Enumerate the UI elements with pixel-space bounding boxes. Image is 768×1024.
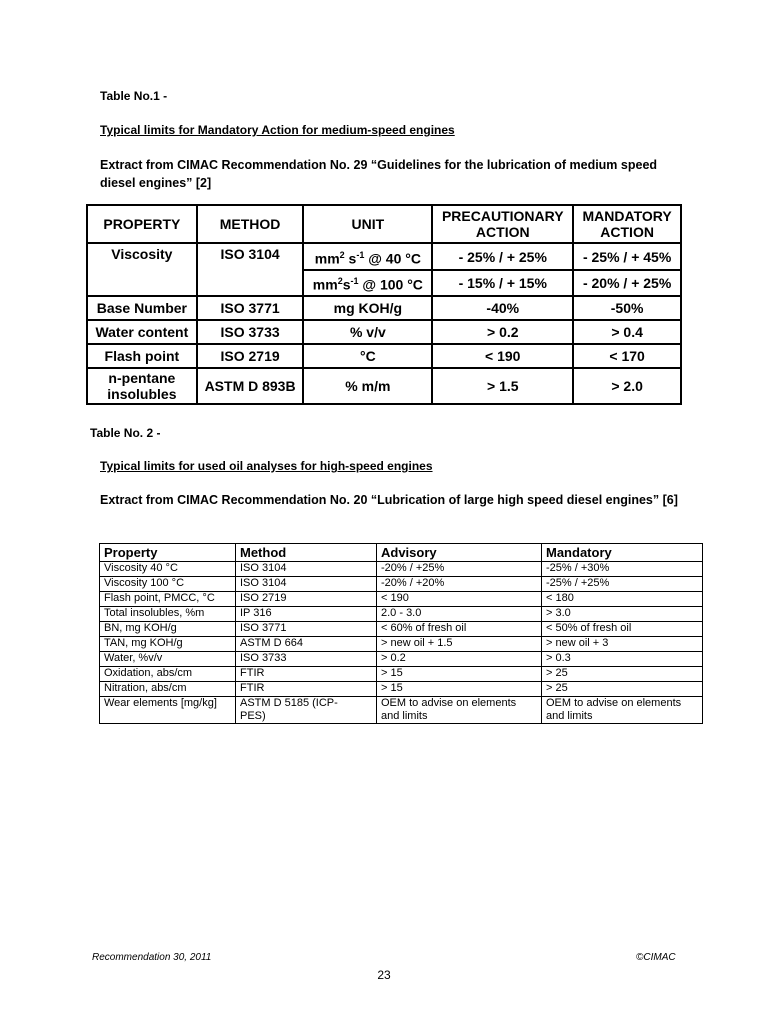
- table2-row: [100, 652, 703, 667]
- table1-row-viscosity-40: [87, 243, 681, 270]
- unit-mid: s: [342, 276, 351, 293]
- table1-cell-precautionary: > 0.2: [432, 320, 573, 344]
- table1-cell-property: [87, 368, 197, 404]
- table1-cell-method: ISO 2719: [197, 344, 304, 368]
- table1-cell-property: Base Number: [87, 296, 197, 320]
- footer-recommendation: Recommendation 30, 2011: [92, 952, 212, 963]
- table1-cell-precautionary: - 25% / + 25%: [432, 243, 573, 270]
- table1-cell-mandatory: - 20% / + 25%: [573, 270, 681, 296]
- table2-row: [100, 562, 703, 577]
- table1-cell-precautionary: - 15% / + 15%: [432, 270, 573, 296]
- table1-cell-empty: [87, 270, 197, 296]
- unit-sup: -1: [356, 249, 365, 260]
- table2-cell-method: FTIR: [236, 667, 377, 682]
- table2-row: [100, 622, 703, 637]
- table2-cell-property: Viscosity 40 °C: [100, 562, 236, 577]
- table2-cell-method: IP 316: [236, 607, 377, 622]
- table2-cell-property: Flash point, PMCC, °C: [100, 592, 236, 607]
- table2-cell-method-line2: PES): [240, 710, 266, 722]
- table1-row: [87, 344, 681, 368]
- table2-cell-mandatory: > 25: [542, 682, 703, 697]
- table2: [99, 543, 703, 724]
- table1-cell-mandatory: > 2.0: [573, 368, 681, 404]
- table2-cell-method: ISO 3104: [236, 577, 377, 592]
- unit-sup: 2: [337, 276, 343, 287]
- table2-cell-method: ISO 3771: [236, 622, 377, 637]
- table2-cell-mandatory: > 0.3: [542, 652, 703, 667]
- table2-cell-property: Viscosity 100 °C: [100, 577, 236, 592]
- table1-row: [87, 296, 681, 320]
- table2-cell-method: FTIR: [236, 682, 377, 697]
- table2-cell-mandatory: [542, 697, 703, 724]
- table2-cell-mandatory: < 180: [542, 592, 703, 607]
- footer-copyright: ©CIMAC: [636, 952, 676, 963]
- table1-cell-property: Viscosity: [87, 243, 197, 270]
- unit-base: mm: [314, 250, 340, 267]
- table2-row: [100, 592, 703, 607]
- table2-cell-mandatory: > 25: [542, 667, 703, 682]
- table2-cell-mandatory-line1: OEM to advise on elements: [546, 697, 682, 709]
- table1-header-precautionary-line2: ACTION: [475, 224, 530, 240]
- table1-cell-property: Flash point: [87, 344, 197, 368]
- table1-header-method: METHOD: [197, 205, 304, 243]
- table2-cell-advisory: < 60% of fresh oil: [377, 622, 542, 637]
- table2-cell-advisory: > new oil + 1.5: [377, 637, 542, 652]
- table1-row: [87, 320, 681, 344]
- table2-row: [100, 577, 703, 592]
- table1-subtitle: Typical limits for Mandatory Action for medium-speed engines: [100, 123, 455, 137]
- table2-cell-advisory: > 15: [377, 682, 542, 697]
- table2-cell-property: Oxidation, abs/cm: [100, 667, 236, 682]
- unit-tail: @ 100 °C: [358, 276, 423, 293]
- table1-cell-mandatory: -50%: [573, 296, 681, 320]
- table1-cell-precautionary: < 190: [432, 344, 573, 368]
- table2-cell-advisory: [377, 697, 542, 724]
- table2-header-method: Method: [236, 544, 377, 562]
- table1-cell-mandatory: < 170: [573, 344, 681, 368]
- table2-row: [100, 637, 703, 652]
- table2-header-mandatory: Mandatory: [542, 544, 703, 562]
- table1-cell-unit: [303, 243, 432, 270]
- table1-cell-property-line1: n-pentane: [108, 370, 176, 386]
- table2-cell-advisory-line1: OEM to advise on elements: [381, 697, 517, 709]
- table1-cell-unit: mg KOH/g: [303, 296, 432, 320]
- table2-cell-advisory: -20% / +25%: [377, 562, 542, 577]
- table1-header-mandatory: [573, 205, 681, 243]
- table1-cell-precautionary: -40%: [432, 296, 573, 320]
- table2-cell-mandatory: > 3.0: [542, 607, 703, 622]
- table2-cell-advisory-line2: and limits: [381, 710, 428, 722]
- table1-heading: Table No.1 -: [100, 89, 168, 103]
- page-number: 23: [377, 968, 391, 982]
- table2-row: [100, 607, 703, 622]
- table1-cell-precautionary: > 1.5: [432, 368, 573, 404]
- table2-cell-method: [236, 697, 377, 724]
- table1-cell-mandatory: - 25% / + 45%: [573, 243, 681, 270]
- table1-cell-unit: % v/v: [303, 320, 432, 344]
- table1-cell-property: Water content: [87, 320, 197, 344]
- table1-cell-method: ISO 3733: [197, 320, 304, 344]
- table2-cell-property: Water, %v/v: [100, 652, 236, 667]
- table2-header-property: Property: [100, 544, 236, 562]
- table2-cell-mandatory: < 50% of fresh oil: [542, 622, 703, 637]
- table2-subtitle: Typical limits for used oil analyses for high-speed engines: [100, 459, 433, 473]
- table2-cell-advisory: > 0.2: [377, 652, 542, 667]
- unit-sup: 2: [339, 249, 345, 260]
- unit-mid: s: [344, 250, 357, 267]
- table2-cell-advisory: < 190: [377, 592, 542, 607]
- table1-cell-mandatory: > 0.4: [573, 320, 681, 344]
- table1-cell-empty: [197, 270, 304, 296]
- table1-header-property: PROPERTY: [87, 205, 197, 243]
- table2-header-row: [100, 544, 703, 562]
- table2-cell-mandatory: > new oil + 3: [542, 637, 703, 652]
- unit-base: mm: [312, 276, 338, 293]
- table2-cell-property: BN, mg KOH/g: [100, 622, 236, 637]
- table2-extract: Extract from CIMAC Recommendation No. 20 “Lubrication of large high speed diesel engines” [6]: [100, 493, 678, 507]
- table2-cell-method: ISO 3104: [236, 562, 377, 577]
- table2-header-advisory: Advisory: [377, 544, 542, 562]
- table1-extract: Extract from CIMAC Recommendation No. 29 “Guidelines for the lubrication of medium speed diesel engines” [2]: [100, 158, 658, 190]
- table2-cell-advisory: -20% / +20%: [377, 577, 542, 592]
- table1-cell-method: ISO 3771: [197, 296, 304, 320]
- table2-body: [100, 562, 703, 697]
- table1-header-precautionary-line1: PRECAUTIONARY: [441, 208, 564, 224]
- table1-header-mandatory-line2: ACTION: [600, 224, 654, 240]
- table1-header-precautionary: [432, 205, 573, 243]
- table2-cell-advisory: 2.0 - 3.0: [377, 607, 542, 622]
- unit-tail: @ 40 °C: [364, 250, 421, 267]
- table1-header-row: [87, 205, 681, 243]
- table1-cell-method: ASTM D 893B: [197, 368, 304, 404]
- table2-row: [100, 667, 703, 682]
- table1: [86, 204, 682, 405]
- table1-cell-property-line2: insolubles: [107, 386, 177, 402]
- table1-header-unit: UNIT: [303, 205, 432, 243]
- table2-cell-method-line1: ASTM D 5185 (ICP-: [240, 697, 338, 709]
- table2-cell-property: Total insolubles, %m: [100, 607, 236, 622]
- table1-cell-method: ISO 3104: [197, 243, 304, 270]
- table2-heading: Table No. 2 -: [90, 426, 161, 440]
- table2-row: [100, 682, 703, 697]
- table2-cell-property: Wear elements [mg/kg]: [100, 697, 236, 724]
- table2-cell-method: ASTM D 664: [236, 637, 377, 652]
- table1-row-viscosity-100: [87, 270, 681, 296]
- table2-cell-method: ISO 2719: [236, 592, 377, 607]
- table2-cell-mandatory: -25% / +30%: [542, 562, 703, 577]
- table2-cell-property: TAN, mg KOH/g: [100, 637, 236, 652]
- unit-sup: -1: [350, 276, 359, 287]
- table2-cell-mandatory-line2: and limits: [546, 710, 593, 722]
- table1-cell-unit: [303, 270, 432, 296]
- table1-cell-unit: % m/m: [303, 368, 432, 404]
- table1-row: [87, 368, 681, 404]
- table2-cell-method: ISO 3733: [236, 652, 377, 667]
- table2-cell-mandatory: -25% / +25%: [542, 577, 703, 592]
- table1-header-mandatory-line1: MANDATORY: [582, 208, 672, 224]
- table1-cell-unit: °C: [303, 344, 432, 368]
- table2-cell-advisory: > 15: [377, 667, 542, 682]
- table2-row: [100, 697, 703, 724]
- table2-cell-property: Nitration, abs/cm: [100, 682, 236, 697]
